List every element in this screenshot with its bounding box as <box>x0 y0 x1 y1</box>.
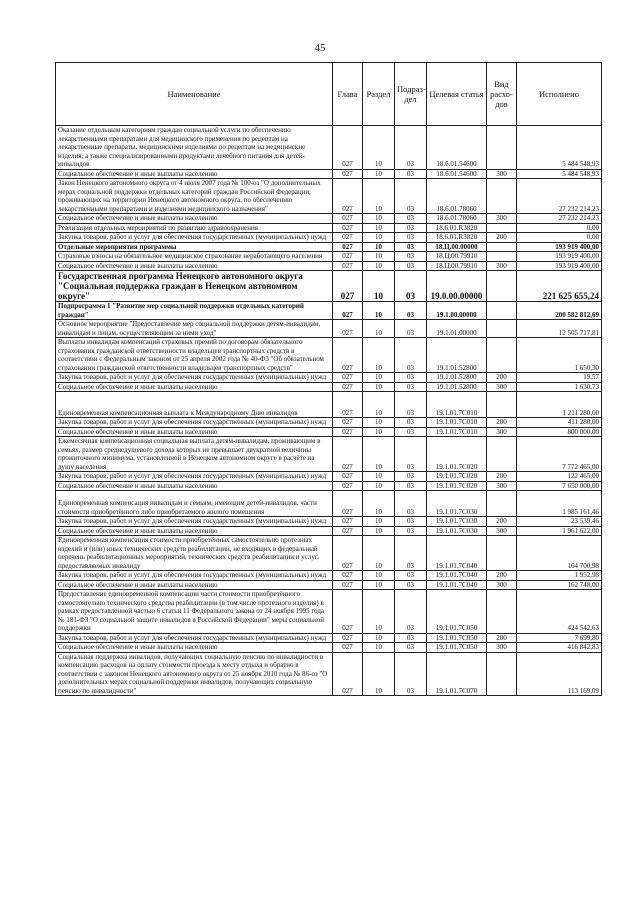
row-chapter: 027 <box>333 418 363 428</box>
row-chapter: 027 <box>333 338 363 373</box>
row-executed: 7 650 000,00 <box>517 481 602 491</box>
header-executed: Исполнено <box>517 63 602 126</box>
row-executed: 7 699,80 <box>517 633 602 643</box>
row-exp-type <box>487 223 517 233</box>
row-target: 19.1.01.7С030 <box>427 526 487 536</box>
row-subsection: 03 <box>395 580 427 590</box>
row-exp-type <box>487 437 517 472</box>
header-target: Целевая статья <box>427 63 487 126</box>
row-section: 10 <box>363 126 395 170</box>
row-executed: 1 630,73 <box>517 382 602 392</box>
row-section: 10 <box>363 536 395 571</box>
row-subsection: 03 <box>395 126 427 170</box>
row-target: 19.1.01.7С010 <box>427 392 487 418</box>
row-executed: 193 919 400,00 <box>517 261 602 271</box>
row-subsection: 03 <box>395 169 427 179</box>
row-chapter: 027 <box>333 472 363 482</box>
row-target: 19.0.00.00000 <box>427 271 487 302</box>
row-executed: 0,00 <box>517 233 602 243</box>
row-name: Закупка товаров, работ и услуг для обеспечения государственных (муниципальных) нужд <box>56 517 333 527</box>
row-name: Закупка товаров, работ и услуг для обеспечения государственных (муниципальных) нужд <box>56 633 333 643</box>
row-name: Ежемесячная компенсационная социальная выплата детям-инвалидам, проживающим в семьях, размер среднедушевого дохода которых не превышает двукратной величины прожиточного минимума, установленной в Ненецком автономном округе в расчёте на душу населения <box>56 437 333 472</box>
table-row <box>56 302 602 320</box>
row-chapter: 027 <box>333 517 363 527</box>
row-chapter: 027 <box>333 580 363 590</box>
row-chapter: 027 <box>333 169 363 179</box>
row-name: Основное мероприятие "Предоставление мер социальной поддержки детям-инвалидам, инвалидам и лицам, осуществляющим за ними уход" <box>56 320 333 338</box>
row-exp-type: 200 <box>487 571 517 581</box>
row-executed: 19,57 <box>517 373 602 383</box>
row-chapter: 027 <box>333 252 363 262</box>
row-subsection: 03 <box>395 437 427 472</box>
row-section: 10 <box>363 302 395 320</box>
row-executed: 411 280,00 <box>517 418 602 428</box>
row-chapter: 027 <box>333 392 363 418</box>
row-target: 19.1.01.52800 <box>427 373 487 383</box>
row-exp-type: 200 <box>487 517 517 527</box>
table-row <box>56 427 602 437</box>
row-target: 19.1.01.7С050 <box>427 643 487 653</box>
row-chapter: 027 <box>333 536 363 571</box>
row-exp-type <box>487 590 517 634</box>
row-executed: 5 484 548,93 <box>517 169 602 179</box>
row-target: 19.1.00.00000 <box>427 302 487 320</box>
table-row <box>56 320 602 338</box>
row-name: Закупка товаров, работ и услуг для обеспечения государственных (муниципальных) нужд <box>56 571 333 581</box>
row-executed: 5 484 548,93 <box>517 126 602 170</box>
row-section: 10 <box>363 373 395 383</box>
row-chapter: 027 <box>333 652 363 696</box>
row-name: Социальное обеспечение и иные выплаты населению <box>56 169 333 179</box>
row-chapter: 027 <box>333 382 363 392</box>
row-subsection: 03 <box>395 633 427 643</box>
row-target: 19.1.01.7С020 <box>427 472 487 482</box>
row-name: Социальное обеспечение и иные выплаты населению <box>56 481 333 491</box>
table-row <box>56 643 602 653</box>
row-subsection: 03 <box>395 214 427 224</box>
row-exp-type: 300 <box>487 261 517 271</box>
row-exp-type <box>487 271 517 302</box>
row-subsection: 03 <box>395 320 427 338</box>
row-name: Государственная программа Ненецкого автономного округа "Социальная поддержка граждан в Ненецком автономном округе" <box>56 271 333 302</box>
table-row <box>56 633 602 643</box>
row-chapter: 027 <box>333 214 363 224</box>
row-section: 10 <box>363 179 395 214</box>
row-exp-type <box>487 652 517 696</box>
row-exp-type <box>487 252 517 262</box>
table-row <box>56 338 602 373</box>
row-subsection: 03 <box>395 536 427 571</box>
row-executed: 424 542,63 <box>517 590 602 634</box>
row-name: Реализация отдельных мероприятий по развитию здравоохранения <box>56 223 333 233</box>
row-subsection: 03 <box>395 590 427 634</box>
table-row <box>56 437 602 472</box>
row-exp-type: 300 <box>487 214 517 224</box>
row-name: Единовременная компенсация стоимости приобретённых самостоятельно протезных изделий и (или) иных технических средств реабилитации, не входящих в федеральный перечень реабилитационных мероприятий, технических средств реабилитации и услуг, предоставляемых инвалиду <box>56 536 333 571</box>
row-name: Социальная поддержка инвалидов, получающих социальную пенсию по инвалидности в компенсацию расходов на оплату стоимости проезда к месту отдыха и обратно в соответствии с законом Ненецкого автономного округа от 25 ноября 2010 года № 86-оз "О дополнительных мерах социальной поддержки инвалидов, получающих социальную пенсию по инвалидности" <box>56 652 333 696</box>
table-row <box>56 517 602 527</box>
header-chapter: Глава <box>333 63 363 126</box>
table-row <box>56 126 602 170</box>
row-name: Выплаты инвалидам компенсаций страховых премий по договорам обязательного страхования гражданской ответственности владельцев транспортных средств в соответствии с Федеральным законом от 25 апреля 2002 года № 40-ФЗ "Об обязательном страховании гражданской ответственности владельцев транспортных средств" <box>56 338 333 373</box>
table-row <box>56 526 602 536</box>
row-subsection: 03 <box>395 472 427 482</box>
row-executed: 1 961 622,00 <box>517 526 602 536</box>
row-subsection: 03 <box>395 223 427 233</box>
row-target: 19.1.01.00000 <box>427 320 487 338</box>
row-exp-type <box>487 179 517 214</box>
row-target: 19.1.01.7С010 <box>427 427 487 437</box>
row-section: 10 <box>363 214 395 224</box>
header-subsection: Подраз-дел <box>395 63 427 126</box>
row-subsection: 03 <box>395 571 427 581</box>
row-section: 10 <box>363 652 395 696</box>
row-target: 19.1.01.7С040 <box>427 571 487 581</box>
row-exp-type: 300 <box>487 169 517 179</box>
row-executed: 1 211 280,00 <box>517 392 602 418</box>
row-executed: 113 169,09 <box>517 652 602 696</box>
row-target: 18.6.01.R3820 <box>427 223 487 233</box>
table-row <box>56 223 602 233</box>
row-section: 10 <box>363 481 395 491</box>
row-section: 10 <box>363 392 395 418</box>
header-section: Раздел <box>363 63 395 126</box>
row-exp-type <box>487 242 517 252</box>
row-chapter: 027 <box>333 271 363 302</box>
row-section: 10 <box>363 590 395 634</box>
row-section: 10 <box>363 382 395 392</box>
row-target: 18.Ц.00.79910 <box>427 261 487 271</box>
row-exp-type: 300 <box>487 382 517 392</box>
row-executed: 0,00 <box>517 223 602 233</box>
header-exp-type: Вид расхо-дов <box>487 63 517 126</box>
row-exp-type: 200 <box>487 233 517 243</box>
row-chapter: 027 <box>333 633 363 643</box>
row-executed: 162 748,00 <box>517 580 602 590</box>
row-name: Подпрограмма 1 "Развитие мер социальной поддержки отдельных категорий граждан" <box>56 302 333 320</box>
table-row <box>56 382 602 392</box>
header-name: Наименование <box>56 63 333 126</box>
row-exp-type <box>487 392 517 418</box>
row-name: Закупка товаров, работ и услуг для обеспечения государственных (муниципальных) нужд <box>56 418 333 428</box>
row-chapter: 027 <box>333 302 363 320</box>
table-row <box>56 373 602 383</box>
row-target: 18.Ц.00.00000 <box>427 242 487 252</box>
row-executed: 122 465,00 <box>517 472 602 482</box>
row-name: Социальное обеспечение и иные выплаты населению <box>56 427 333 437</box>
row-name: Закупка товаров, работ и услуг для обеспечения государственных (муниципальных) нужд <box>56 472 333 482</box>
table-row <box>56 233 602 243</box>
row-chapter: 027 <box>333 481 363 491</box>
row-executed: 193 919 400,00 <box>517 252 602 262</box>
row-executed: 1 985 161,46 <box>517 491 602 517</box>
row-exp-type: 200 <box>487 472 517 482</box>
row-section: 10 <box>363 517 395 527</box>
table-row <box>56 214 602 224</box>
row-executed: 27 232 214,23 <box>517 214 602 224</box>
row-section: 10 <box>363 427 395 437</box>
row-exp-type: 300 <box>487 580 517 590</box>
row-name: Закупка товаров, работ и услуг для обеспечения государственных (муниципальных) нужд <box>56 373 333 383</box>
row-executed: 200 582 812,69 <box>517 302 602 320</box>
row-subsection: 03 <box>395 261 427 271</box>
row-section: 10 <box>363 437 395 472</box>
row-section: 10 <box>363 271 395 302</box>
table-row <box>56 571 602 581</box>
table-row <box>56 472 602 482</box>
row-target: 18.6.01.78060 <box>427 214 487 224</box>
row-chapter: 027 <box>333 526 363 536</box>
row-exp-type <box>487 536 517 571</box>
row-name: Закупка товаров, работ и услуг для обеспечения государственных (муниципальных) нужд <box>56 233 333 243</box>
row-target: 18.6.01.54600 <box>427 169 487 179</box>
table-row <box>56 242 602 252</box>
row-subsection: 03 <box>395 491 427 517</box>
row-target: 18.6.01.R3820 <box>427 233 487 243</box>
row-chapter: 027 <box>333 126 363 170</box>
row-executed: 416 842,83 <box>517 643 602 653</box>
table-row <box>56 271 602 302</box>
row-section: 10 <box>363 643 395 653</box>
row-subsection: 03 <box>395 643 427 653</box>
row-subsection: 03 <box>395 427 427 437</box>
row-subsection: 03 <box>395 302 427 320</box>
row-section: 10 <box>363 633 395 643</box>
row-section: 10 <box>363 169 395 179</box>
row-chapter: 027 <box>333 590 363 634</box>
row-executed: 23 539,46 <box>517 517 602 527</box>
row-section: 10 <box>363 320 395 338</box>
row-name: Закон Ненецкого автономного округа от 4 июля 2007 года № 100-оз "О дополнительных мерах социальной поддержки отдельных категорий граждан Российской Федерации, проживающих на территории Ненецкого автономного округа, по обеспечению лекарственными препаратами и изделиями медицинского назначения" <box>56 179 333 214</box>
row-executed: 27 232 214,23 <box>517 179 602 214</box>
table-row <box>56 590 602 634</box>
row-target: 19.1.01.7С070 <box>427 652 487 696</box>
row-name: Социальное обеспечение и иные выплаты населению <box>56 382 333 392</box>
row-subsection: 03 <box>395 233 427 243</box>
row-subsection: 03 <box>395 252 427 262</box>
row-exp-type <box>487 338 517 373</box>
row-subsection: 03 <box>395 652 427 696</box>
row-target: 19.1.01.7С020 <box>427 437 487 472</box>
row-executed: 221 625 655,24 <box>517 271 602 302</box>
row-name: Социальное обеспечение и иные выплаты населению <box>56 643 333 653</box>
table-row <box>56 652 602 696</box>
row-section: 10 <box>363 242 395 252</box>
row-target: 19.1.01.7С050 <box>427 590 487 634</box>
row-target: 19.1.01.7С030 <box>427 517 487 527</box>
row-section: 10 <box>363 491 395 517</box>
page-number: 45 <box>314 42 326 54</box>
row-section: 10 <box>363 261 395 271</box>
row-section: 10 <box>363 233 395 243</box>
row-target: 19.1.01.7С040 <box>427 580 487 590</box>
table-row <box>56 169 602 179</box>
row-subsection: 03 <box>395 481 427 491</box>
table-row <box>56 491 602 517</box>
row-name: Единовременная компенсация инвалидам и семьям, имеющим детей-инвалидов, части стоимости приобретённого либо приобретаемого жилого помещения <box>56 491 333 517</box>
table-row <box>56 252 602 262</box>
row-subsection: 03 <box>395 517 427 527</box>
row-target: 19.1.01.7С010 <box>427 418 487 428</box>
row-exp-type: 300 <box>487 481 517 491</box>
row-section: 10 <box>363 580 395 590</box>
row-target: 19.1.01.7С050 <box>427 633 487 643</box>
row-executed: 7 772 465,00 <box>517 437 602 472</box>
row-chapter: 027 <box>333 233 363 243</box>
row-subsection: 03 <box>395 271 427 302</box>
row-target: 19.1.01.7С040 <box>427 536 487 571</box>
row-name: Предоставление единовременной компенсации части стоимости приобретённого самостоятельно технического средства реабилитации (в том числе протезного изделия) в рамках предоставленной частью 6 статьи 11 Федерального закона от 24 ноября 1995 года № 181-ФЗ "О социальной защите инвалидов в Российской Федерации" меры социальной поддержки <box>56 590 333 634</box>
row-chapter: 027 <box>333 242 363 252</box>
row-chapter: 027 <box>333 437 363 472</box>
table-row <box>56 179 602 214</box>
row-chapter: 027 <box>333 491 363 517</box>
row-exp-type: 200 <box>487 418 517 428</box>
table-row <box>56 392 602 418</box>
row-exp-type <box>487 126 517 170</box>
row-subsection: 03 <box>395 526 427 536</box>
table-row <box>56 481 602 491</box>
row-name: Социальное обеспечение и иные выплаты населению <box>56 214 333 224</box>
row-executed: 1 952,98 <box>517 571 602 581</box>
row-chapter: 027 <box>333 179 363 214</box>
row-section: 10 <box>363 526 395 536</box>
row-target: 18.Ц.00.79910 <box>427 252 487 262</box>
row-name: Страховые взносы на обязательное медицинское страхование неработающего населения <box>56 252 333 262</box>
row-chapter: 027 <box>333 643 363 653</box>
row-section: 10 <box>363 418 395 428</box>
row-subsection: 03 <box>395 338 427 373</box>
row-chapter: 027 <box>333 261 363 271</box>
row-exp-type: 300 <box>487 526 517 536</box>
row-section: 10 <box>363 571 395 581</box>
table-row <box>56 418 602 428</box>
row-subsection: 03 <box>395 373 427 383</box>
row-chapter: 027 <box>333 427 363 437</box>
row-executed: 164 700,98 <box>517 536 602 571</box>
row-section: 10 <box>363 472 395 482</box>
row-executed: 800 000,00 <box>517 427 602 437</box>
row-executed: 193 919 400,00 <box>517 242 602 252</box>
row-target: 19.1.01.52800 <box>427 338 487 373</box>
table-row <box>56 580 602 590</box>
row-target: 19.1.01.7С020 <box>427 481 487 491</box>
row-name: Отдельные мероприятия программы <box>56 242 333 252</box>
row-subsection: 03 <box>395 392 427 418</box>
row-exp-type <box>487 491 517 517</box>
row-name: Социальное обеспечение и иные выплаты населению <box>56 261 333 271</box>
table-header-row <box>56 63 602 126</box>
row-section: 10 <box>363 223 395 233</box>
row-chapter: 027 <box>333 223 363 233</box>
row-section: 10 <box>363 338 395 373</box>
row-executed: 1 650,30 <box>517 338 602 373</box>
row-target: 19.1.01.52800 <box>427 382 487 392</box>
row-target: 18.6.01.78060 <box>427 179 487 214</box>
row-chapter: 027 <box>333 571 363 581</box>
table-row <box>56 536 602 571</box>
row-subsection: 03 <box>395 418 427 428</box>
row-name: Оказание отдельным категориям граждан социальной услуги по обеспечению лекарственными препаратами для медицинского применения по рецептам на лекарственные препараты, медицинскими изделиями по рецептам на медицинские изделия, а также специализированными продуктами лечебного питания для детей-инвалидов <box>56 126 333 170</box>
row-target: 19.1.01.7С030 <box>427 491 487 517</box>
row-chapter: 027 <box>333 373 363 383</box>
row-target: 18.6.01.54600 <box>427 126 487 170</box>
row-exp-type <box>487 302 517 320</box>
row-name: Социальное обеспечение и иные выплаты населению <box>56 580 333 590</box>
budget-table <box>55 62 602 696</box>
row-executed: 12 505 717,81 <box>517 320 602 338</box>
row-exp-type: 300 <box>487 427 517 437</box>
row-section: 10 <box>363 252 395 262</box>
row-exp-type: 200 <box>487 633 517 643</box>
row-exp-type: 200 <box>487 373 517 383</box>
row-exp-type <box>487 320 517 338</box>
row-subsection: 03 <box>395 179 427 214</box>
row-subsection: 03 <box>395 382 427 392</box>
row-exp-type: 300 <box>487 643 517 653</box>
table-row <box>56 261 602 271</box>
row-name: Единовременная компенсационная выплата к Международному Дню инвалидов <box>56 392 333 418</box>
row-name: Социальное обеспечение и иные выплаты населению <box>56 526 333 536</box>
row-subsection: 03 <box>395 242 427 252</box>
row-chapter: 027 <box>333 320 363 338</box>
